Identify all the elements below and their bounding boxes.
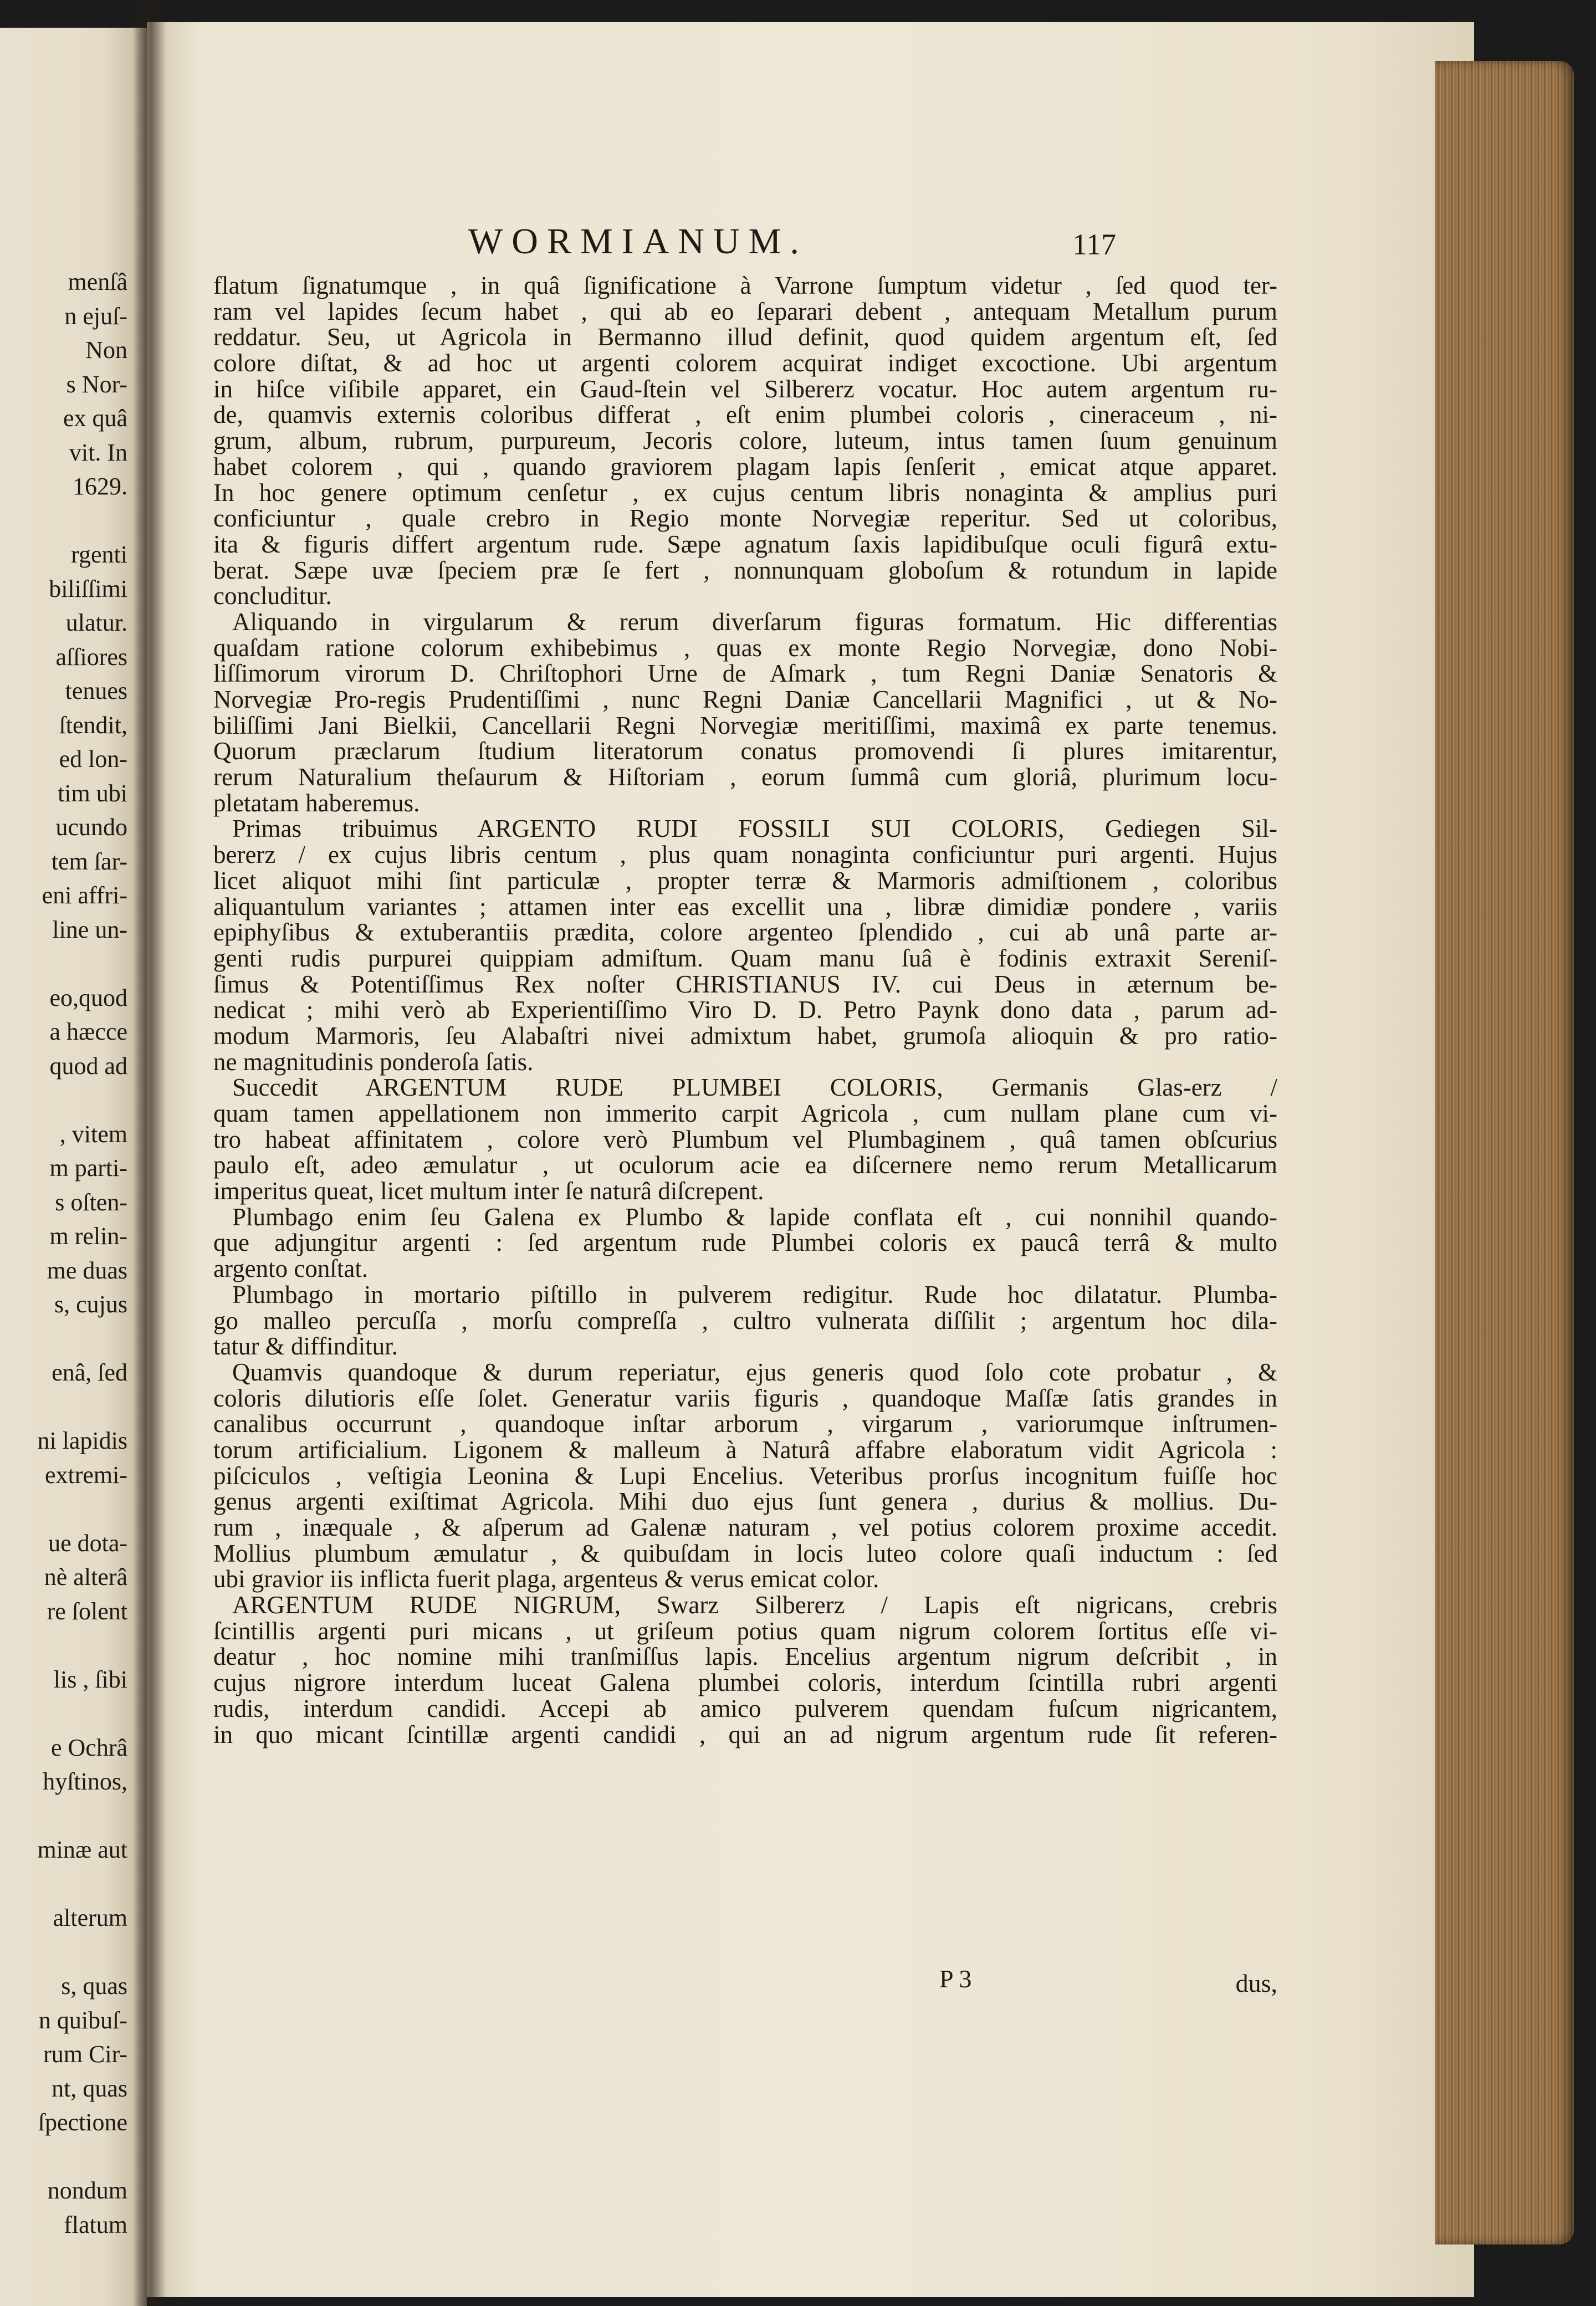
line-gap: [0, 1867, 127, 1901]
text-line: concluditur.: [213, 582, 332, 610]
line-gap: [0, 1492, 127, 1526]
left-page-line: hyſtinos,: [43, 1768, 127, 1795]
text-line: genti rudis purpurei quippiam admiſtum. Quam manu ſuâ è fodinis extraxit Sereniſ-: [213, 944, 1277, 972]
text-line: ſimus & Potentiſſimus Rex noſter CHRISTIANUS IV. cui Deus in æternum be-: [213, 970, 1277, 998]
text-line: In hoc genere optimum cenſetur , ex cujus centum libris nonaginta & amplius puri: [213, 478, 1277, 507]
signature-mark: P 3: [939, 1965, 972, 1993]
text-line: imperitus queat, licet multum inter ſe naturâ diſcrepent.: [213, 1177, 764, 1205]
left-page-line: aſſiores: [55, 643, 127, 671]
text-line: ne magnitudinis ponderoſa ſatis.: [213, 1047, 534, 1076]
line-gap: [0, 1799, 127, 1833]
left-page-line: m relin-: [49, 1223, 127, 1250]
text-line: Plumbago in mortario piſtillo in pulverem redigitur. Rude hoc dilatatur. Plumba-: [232, 1280, 1277, 1308]
page-header: [147, 221, 1474, 265]
left-page-line: extremi-: [44, 1461, 127, 1489]
left-page-line: nè alterâ: [44, 1563, 127, 1591]
left-page-line: vit. In: [69, 438, 127, 466]
left-page-line: eo,quod: [49, 984, 127, 1011]
text-line: go malleo percuſſa , morſu compreſſa , cultro vulnerata diſſilit ; argentum hoc dila-: [213, 1306, 1277, 1334]
left-page-line: biliſſimi: [49, 575, 127, 602]
running-head: WORMIANUM.: [468, 221, 808, 262]
text-line: deatur , hoc nomine mihi tranſmiſſus lapis. Encelius argentum nigrum deſcribit , in: [213, 1643, 1277, 1671]
text-line: tro habeat affinitatem , colore verò Plumbum vel Plumbaginem , quâ tamen obſcurius: [213, 1125, 1277, 1153]
page-number: 117: [1072, 228, 1116, 261]
text-line: quam tamen appellationem non immerito carpit Agricola , cum nullam plane cum vi-: [213, 1100, 1277, 1127]
left-page-line: nondum: [47, 2177, 127, 2204]
left-page-line: e Ochrâ: [50, 1734, 127, 1761]
left-page-line: s Nor-: [66, 370, 127, 398]
left-page-line: ni lapidis: [37, 1427, 127, 1454]
left-page-line: re ſolent: [47, 1597, 127, 1625]
text-line: ram vel lapides ſecum habet , qui ab eo ſeparari debent , antequam Metallum purum: [213, 297, 1277, 325]
text-line: Aliquando in virgularum & rerum diverſarum figuras formatum. Hic differentias: [232, 607, 1277, 636]
catchword: dus,: [1235, 1969, 1277, 1997]
text-line: torum artificialium. Ligonem & malleum à Naturâ affabre elaboratum vidit Agricola :: [213, 1435, 1277, 1464]
left-page-line: rgenti: [71, 541, 127, 568]
text-line: coloris dilutioris eſſe ſolet. Generatur variis figuris , quandoque Maſſæ ſatis grandes in: [213, 1384, 1277, 1412]
text-line: pletatam haberemus.: [213, 789, 420, 817]
text-line: ſcintillis argenti puri micans , ut griſeum potius quam nigrum colorem ſortitus eſſe vi-: [213, 1617, 1277, 1645]
left-page-line: 1629.: [73, 473, 127, 500]
text-line: paulo eſt, adeo æmulatur , ut oculorum acie ea diſcernere nemo rerum Metallicarum: [213, 1151, 1277, 1179]
left-page-line: s, cujus: [54, 1291, 127, 1318]
left-page-line: minæ aut: [37, 1836, 127, 1863]
left-page-line: ue dota-: [48, 1529, 127, 1557]
text-line: in hiſce viſibile apparet, ein Gaud-ſtein vel Silbererz vocatur. Hoc autem argentum ru-: [213, 375, 1277, 403]
book-gutter: [133, 0, 166, 2306]
text-line: biliſſimi Jani Bielkii, Cancellarii Regni Norvegiæ meritiſſimi, maximâ ex parte tenemus.: [213, 711, 1277, 739]
body-text: [213, 273, 1277, 1747]
left-page-line: , vitem: [59, 1120, 127, 1148]
text-line: ARGENTUM RUDE NIGRUM, Swarz Silbererz / Lapis eſt nigricans, crebris: [232, 1591, 1277, 1619]
text-line: modum Marmoris, ſeu Alabaſtri nivei admixtum habet, grumoſa alioquin & pro ratio-: [213, 1021, 1277, 1050]
text-line: reddatur. Seu, ut Agricola in Bermanno illud definit, quod quidem argentum eſt, ſed: [213, 323, 1277, 351]
text-line: tatur & diffinditur.: [213, 1332, 398, 1361]
left-page-line: ex quâ: [63, 405, 127, 432]
book-page-edges: [1435, 61, 1574, 2244]
text-line: rerum Naturalium theſaurum & Hiſtoriam , eorum ſummâ cum gloriâ, plurimum locu-: [213, 763, 1277, 791]
text-line: aliquantulum variantes ; attamen inter eas excellit una , libræ dimidiæ pondere , variis: [213, 892, 1277, 921]
left-page-line: tim ubi: [58, 779, 127, 807]
left-page-line: a hæcce: [49, 1018, 127, 1045]
text-line: que adjungitur argenti : ſed argentum rude Plumbei coloris ex paucâ terrâ & multo: [213, 1229, 1277, 1257]
text-line: Quorum præclarum ſtudium literatorum conatus promovendi ſi plures imitarentur,: [213, 737, 1277, 765]
text-line: Primas tribuimus ARGENTO RUDI FOSSILI SUI COLORIS, Gediegen Sil-: [232, 815, 1277, 843]
text-line: epiphyſibus & extuberantiis prædita, colore argenteo ſplendido , cui ab unâ parte ar-: [213, 918, 1277, 947]
left-page: [0, 28, 147, 2306]
text-line: argento conſtat.: [213, 1255, 369, 1283]
text-line: grum, album, rubrum, purpureum, Jecoris colore, luteum, intus tamen ſuum genuinum: [213, 427, 1277, 455]
left-page-line: alterum: [53, 1904, 127, 1931]
left-page-line: lis , ſibi: [53, 1665, 127, 1693]
left-page-line: me duas: [47, 1256, 127, 1284]
left-page-line: n ejuſ-: [64, 302, 127, 330]
left-page-line: s oſten-: [55, 1188, 127, 1216]
text-line: flatum ſignatumque , in quâ ſignificatione à Varrone ſumptum videtur , ſed quod ter-: [213, 272, 1277, 299]
text-line: habet colorem , qui , quando graviorem plagam lapis ſenſerit , emicat atque apparet.: [213, 452, 1277, 480]
text-line: conficiuntur , quale crebro in Regio monte Norvegiæ reperitur. Sed ut coloribus,: [213, 504, 1277, 533]
left-page-line: menſâ: [68, 268, 127, 295]
text-line: genus argenti exiſtimat Agricola. Mihi duo ejus ſunt genera , durius & mollius. Du-: [213, 1487, 1277, 1516]
text-line: bererz / ex cujus libris centum , plus quam nonaginta conficiuntur puri argenti. Hujus: [213, 841, 1277, 869]
text-line: ubi gravior iis inflicta fuerit plaga, argenteus & verus emicat color.: [213, 1565, 879, 1593]
left-page-line: ed lon-: [59, 745, 127, 773]
line-gap: [0, 1322, 127, 1356]
text-line: colore diſtat, & ad hoc ut argenti colorem acquirat indiget excoctione. Ubi argentum: [213, 349, 1277, 377]
text-line: de, quamvis externis coloribus differat , eſt enim plumbei coloris , cineraceum , ni-: [213, 401, 1277, 429]
left-page-line: quod ad: [49, 1052, 127, 1080]
line-gap: [0, 1935, 127, 1970]
left-page-text: [0, 265, 127, 2242]
text-line: quaſdam ratione colorum exhibebimus , quas ex monte Regio Norvegiæ, dono Nobi-: [213, 633, 1277, 662]
left-page-line: rum Cir-: [43, 2041, 127, 2068]
text-line: piſciculos , veſtigia Leonina & Lupi Encelius. Veteribus prorſus incognitum fuiſſe hoc: [213, 1461, 1277, 1490]
text-line: Succedit ARGENTUM RUDE PLUMBEI COLORIS, Germanis Glas-erz /: [232, 1073, 1277, 1102]
text-line: liſſimorum virorum D. Chriſtophori Urne de Aſmark , tum Regni Daniæ Senatoris &: [213, 659, 1277, 688]
text-line: Quamvis quandoque & durum reperiatur, ejus generis quod ſolo cote probatur , &: [232, 1358, 1277, 1386]
text-line: in quo micant ſcintillæ argenti candidi , qui an ad nigrum argentum rude ſit referen-: [213, 1720, 1277, 1748]
left-page-line: line un-: [52, 916, 127, 943]
left-page-line: flatum: [64, 2211, 127, 2238]
line-gap: [0, 1628, 127, 1663]
left-page-line: n quibuſ-: [38, 2006, 127, 2034]
left-page-line: ſpectione: [38, 2109, 127, 2136]
text-line: Plumbago enim ſeu Galena ex Plumbo & lapide conflata eſt , cui nonnihil quando-: [232, 1203, 1277, 1231]
text-line: Mollius plumbum æmulatur , & quibuſdam in locis luteo colore quaſi inductum : ſed: [213, 1539, 1277, 1567]
left-page-line: nt, quas: [52, 2074, 127, 2102]
text-line: cujus nigrore interdum luceat Galena plumbei coloris, interdum ſcintilla rubri argenti: [213, 1669, 1277, 1697]
line-gap: [0, 1390, 127, 1424]
text-line: rum , inæquale , & aſperum ad Galenæ naturam , vel potius colorem proxime accedit.: [213, 1514, 1277, 1541]
left-page-line: s, quas: [61, 1972, 127, 2000]
left-page-line: tenues: [65, 677, 127, 704]
text-line: canalibus occurrunt , quandoque inſtar arborum , virgarum , variorumque inſtrumen-: [213, 1410, 1277, 1438]
left-page-line: ſtendit,: [59, 711, 127, 739]
text-line: nedicat ; mihi verò ab Experientiſſimo Viro D. D. Petro Paynk dono data , parum ad-: [213, 996, 1277, 1024]
page-footer: [213, 1964, 1277, 1997]
left-page-line: ulatur.: [65, 609, 127, 636]
line-gap: [0, 504, 127, 538]
line-gap: [0, 1083, 127, 1117]
line-gap: [0, 2140, 127, 2174]
text-line: licet aliquot mihi ſint particulæ , propter terræ & Marmoris admiſtionem , coloribus: [213, 866, 1277, 894]
text-line: rudis, interdum candidi. Accepi ab amico pulverem quendam fuſcum nigricantem,: [213, 1694, 1277, 1722]
text-line: Norvegiæ Pro-regis Prudentiſſimi , nunc Regni Daniæ Cancellarii Magnifici , ut & No-: [213, 686, 1277, 713]
left-page-line: tem ſar-: [51, 847, 127, 875]
left-page-line: enâ, ſed: [52, 1359, 127, 1386]
left-page-line: Non: [85, 336, 127, 364]
text-line: ita & figuris differt argentum rude. Sæpe agnatum ſaxis lapidibuſque oculi figurâ extu-: [213, 530, 1277, 558]
right-page: [147, 22, 1474, 2297]
left-page-line: m parti-: [49, 1154, 127, 1182]
text-line: berat. Sæpe uvæ ſpeciem præ ſe fert , nonnunquam globoſum & rotundum in lapide: [213, 556, 1277, 584]
line-gap: [0, 947, 127, 981]
left-page-line: ucundo: [55, 814, 127, 841]
line-gap: [0, 1696, 127, 1731]
left-page-line: eni affri-: [42, 882, 127, 909]
